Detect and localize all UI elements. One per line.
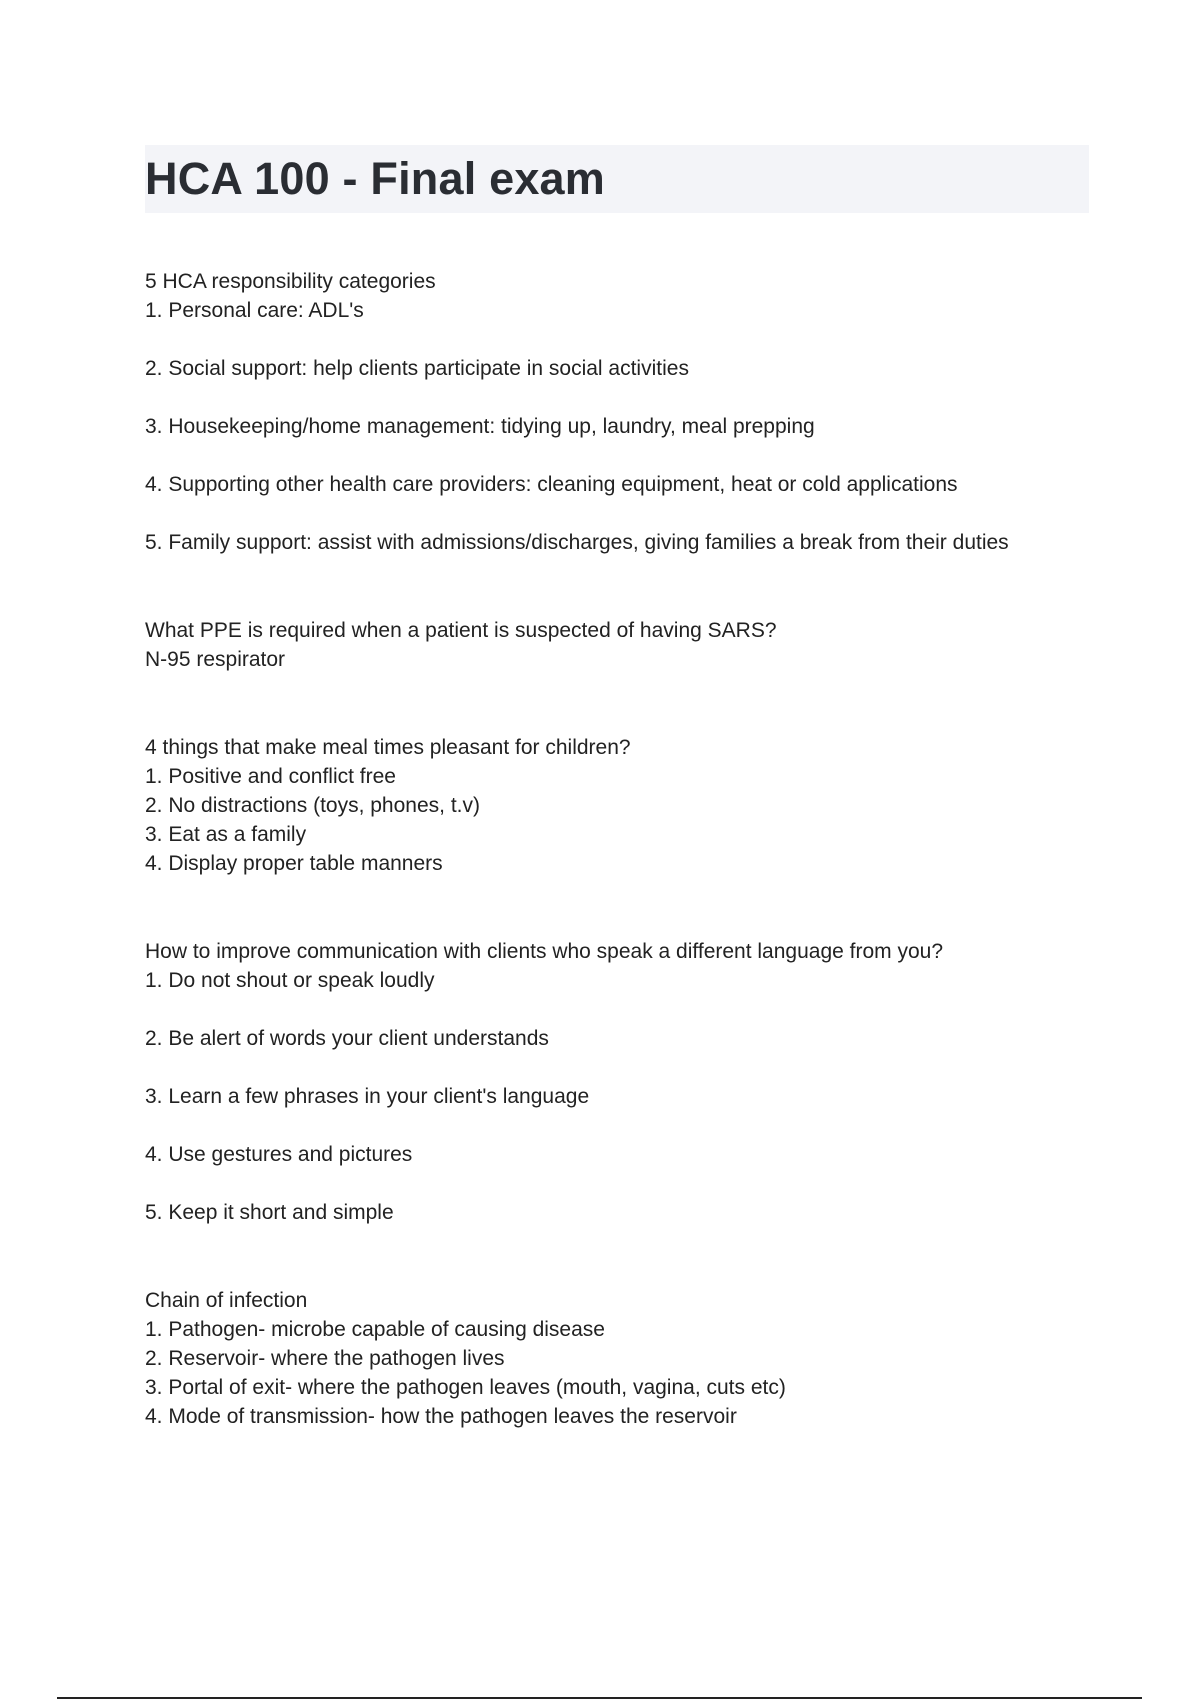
list-item: 1. Positive and conflict free	[145, 765, 396, 788]
footer-divider	[57, 1697, 1142, 1699]
section-infection	[145, 1286, 1089, 1431]
list-item: 3. Learn a few phrases in your client's language	[145, 1085, 590, 1108]
list-item: 2. Be alert of words your client understands	[145, 1027, 549, 1050]
list-item: 2. Reservoir- where the pathogen lives	[145, 1347, 505, 1370]
section-heading: 5 HCA responsibility categories	[145, 270, 436, 293]
document-body	[145, 267, 1089, 1431]
list-item: 3. Portal of exit- where the pathogen leaves (mouth, vagina, cuts etc)	[145, 1376, 786, 1399]
list-item: 1. Do not shout or speak loudly	[145, 969, 435, 992]
list-item: 5. Family support: assist with admissions/discharges, giving families a break from their duties	[145, 531, 1009, 554]
title-bar	[145, 145, 1089, 213]
list-item: 5. Keep it short and simple	[145, 1201, 394, 1224]
list-item: 3. Housekeeping/home management: tidying up, laundry, meal prepping	[145, 415, 815, 438]
section-heading: Chain of infection	[145, 1289, 308, 1312]
section-responsibilities	[145, 267, 1089, 557]
section-heading: How to improve communication with clients who speak a different language from you?	[145, 940, 944, 963]
list-item: 1. Personal care: ADL's	[145, 299, 364, 322]
list-item: 4. Supporting other health care providers: cleaning equipment, heat or cold applications	[145, 473, 958, 496]
list-item: 4. Mode of transmission- how the pathogen leaves the reservoir	[145, 1405, 737, 1428]
section-heading: 4 things that make meal times pleasant for children?	[145, 736, 631, 759]
list-item: 3. Eat as a family	[145, 823, 307, 846]
page-title: HCA 100 - Final exam	[145, 153, 605, 204]
answer-text: N-95 respirator	[145, 648, 286, 671]
list-item: 2. Social support: help clients participate in social activities	[145, 357, 689, 380]
section-communication	[145, 937, 1089, 1227]
section-mealtimes	[145, 733, 1089, 878]
list-item: 4. Use gestures and pictures	[145, 1143, 413, 1166]
list-item: 2. No distractions (toys, phones, t.v)	[145, 794, 480, 817]
list-item: 1. Pathogen- microbe capable of causing disease	[145, 1318, 605, 1341]
section-ppe	[145, 616, 1089, 674]
list-item: 4. Display proper table manners	[145, 852, 443, 875]
section-heading: What PPE is required when a patient is suspected of having SARS?	[145, 619, 777, 642]
